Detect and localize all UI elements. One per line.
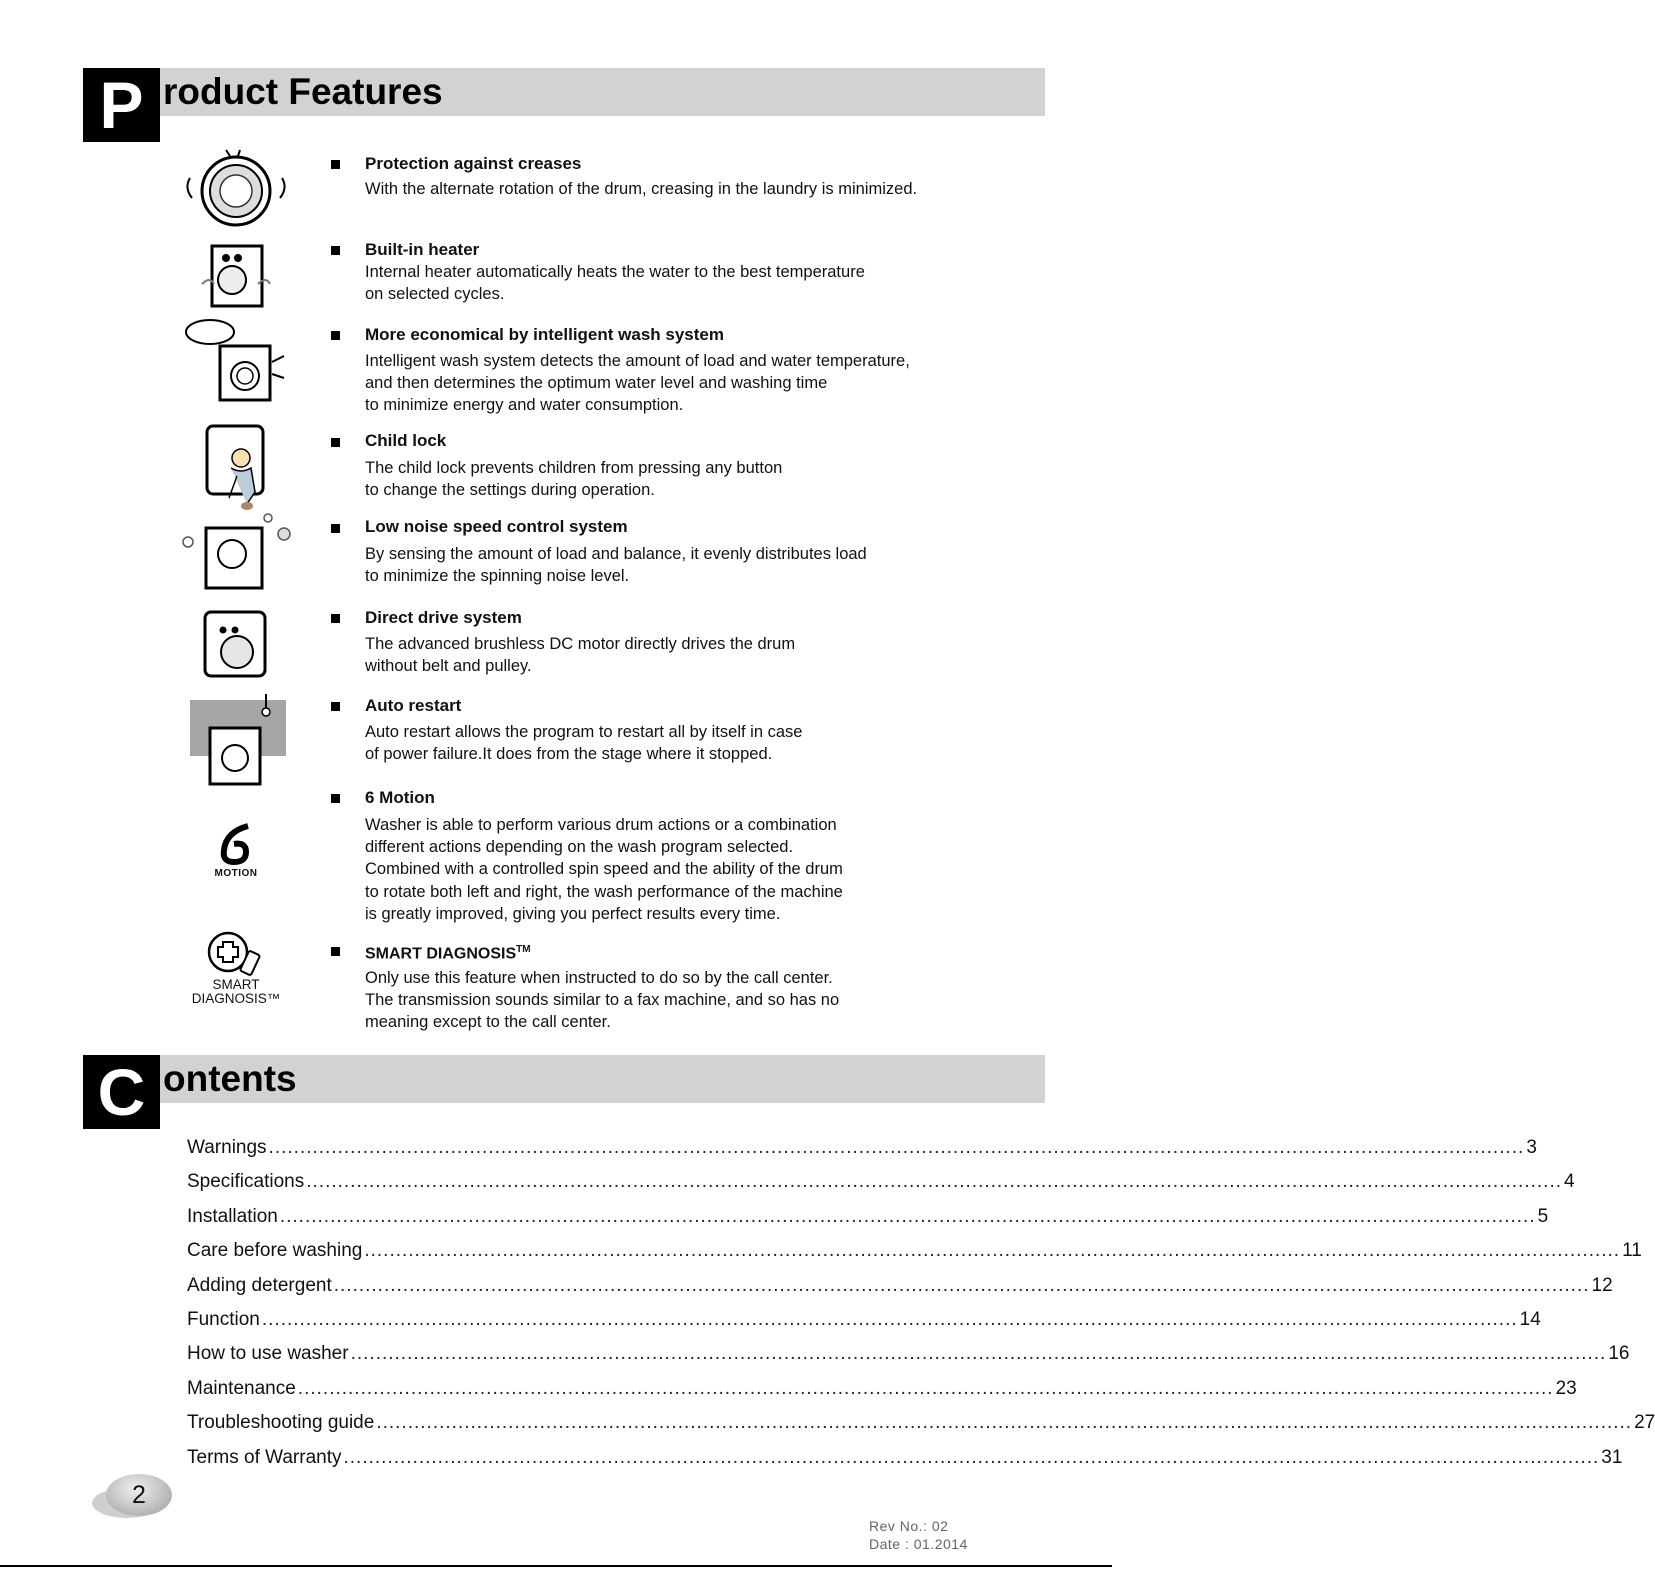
toc-row[interactable] xyxy=(187,1137,1537,1163)
smart-diagnosis-title: SMART DIAGNOSIS xyxy=(365,945,517,963)
toc-leader-dots: ........................................................................................................................................................................................................ xyxy=(343,1446,1600,1468)
feature-description: By sensing the amount of load and balance, it evenly distributes load to minimize the spinning noise level. xyxy=(365,545,867,586)
bullet xyxy=(331,524,340,533)
toc-label: Function xyxy=(187,1309,260,1330)
feature-title: More economical by intelligent wash system xyxy=(365,325,724,344)
toc-leader-dots: ........................................................................................................................................................................................................ xyxy=(279,1205,1536,1227)
toc-leader-dots: ........................................................................................................................................................................................................ xyxy=(350,1343,1607,1365)
toc-leader-dots: ........................................................................................................................................................................................................ xyxy=(364,1240,1621,1262)
toc-row[interactable] xyxy=(187,1205,1549,1232)
feature-title: 6 Motion xyxy=(365,788,435,807)
feature-description: Intelligent wash system detects the amount of load and water temperature, and then determines the optimum water level and washing time to minimize energy and water consumption. xyxy=(365,352,910,415)
toc-row[interactable] xyxy=(187,1446,1623,1473)
feature-title: Low noise speed control system xyxy=(365,517,628,536)
smart-diagnosis-icon xyxy=(180,930,292,1006)
toc-row[interactable] xyxy=(187,1343,1630,1369)
toc-row[interactable] xyxy=(187,1377,1577,1404)
toc-label: Terms of Warranty xyxy=(187,1446,342,1468)
bottom-rule xyxy=(0,1565,1112,1567)
toc-leader-dots: ........................................................................................................................................................................................................ xyxy=(333,1274,1590,1296)
toc-label: Troubleshooting guide xyxy=(187,1412,375,1434)
toc-label: Care before washing xyxy=(187,1240,363,1262)
feature-description: Washer is able to perform various drum actions or a combination different actions depending on the wash program selected. Combined with a controlled spin speed and the ability of the drum to rotate both left and right, the wash performance of the machine is greatly improved, giving you perfect results every time. xyxy=(365,816,843,923)
page-number: 2 xyxy=(106,1474,172,1516)
auto-restart-icon xyxy=(180,694,292,788)
toc-row[interactable] xyxy=(187,1240,1642,1266)
toc-page-number: 12 xyxy=(1591,1274,1613,1296)
toc-label: Specifications xyxy=(187,1171,305,1193)
toc-label: Maintenance xyxy=(187,1377,296,1399)
toc-leader-dots: ........................................................................................................................................................................................................ xyxy=(376,1412,1633,1434)
revision-number: Rev No.: 02 xyxy=(869,1518,949,1534)
toc-row[interactable] xyxy=(187,1274,1613,1301)
contents-header xyxy=(83,1055,1045,1129)
feature-title: Auto restart xyxy=(365,696,462,715)
header-title: ontents xyxy=(163,1058,297,1099)
feature-description: Auto restart allows the program to restart all by itself in case of power failure.It does from the stage where it stopped. xyxy=(365,723,803,764)
feature-title: Built-in heater xyxy=(365,240,480,259)
bullet xyxy=(331,947,340,956)
toc-leader-dots: ........................................................................................................................................................................................................ xyxy=(261,1309,1518,1330)
toc-page-number: 27 xyxy=(1634,1412,1655,1434)
toc-label: Installation xyxy=(187,1205,278,1227)
product-features-header xyxy=(83,68,1045,142)
smart-diagnosis-label-1: SMART xyxy=(212,977,260,992)
toc-page-number: 23 xyxy=(1555,1377,1577,1399)
bullet xyxy=(331,160,340,169)
toc-page-number: 5 xyxy=(1537,1205,1549,1227)
bullet xyxy=(331,614,340,623)
toc-page-number: 11 xyxy=(1622,1240,1642,1262)
feature-description: Internal heater automatically heats the water to the best temperature on selected cycles. xyxy=(365,263,865,304)
bullet xyxy=(331,794,340,803)
header-cap-letter: P xyxy=(83,68,160,142)
feature-description: Only use this feature when instructed to do so by the call center. The transmission sounds similar to a fax machine, and so has no meaning except to the call center. xyxy=(365,969,840,1032)
smart-diagnosis-label-2: DIAGNOSIS™ xyxy=(191,991,281,1006)
toc-row[interactable] xyxy=(187,1171,1575,1197)
child-lock-icon xyxy=(180,420,292,512)
feature-title: Child lock xyxy=(365,431,447,450)
bullet xyxy=(331,331,340,340)
header-cap-letter: C xyxy=(83,1055,160,1129)
six-motion-label: MOTION xyxy=(214,868,258,879)
intelligent-wash-icon xyxy=(180,318,292,404)
toc-leader-dots: ........................................................................................................................................................................................................ xyxy=(297,1377,1554,1399)
toc-page-number: 14 xyxy=(1519,1309,1541,1330)
bullet xyxy=(331,438,340,447)
feature-description: The child lock prevents children from pressing any button to change the settings during operation. xyxy=(365,459,783,500)
six-motion-icon xyxy=(180,822,292,879)
bullet xyxy=(331,702,340,711)
toc-label: How to use washer xyxy=(187,1343,349,1365)
drum-rotation-icon xyxy=(180,148,292,234)
bullet xyxy=(331,246,340,255)
toc-page-number: 4 xyxy=(1564,1171,1575,1193)
toc-page-number: 16 xyxy=(1608,1343,1630,1365)
feature-title: Protection against creases xyxy=(365,154,582,173)
trademark-sup: TM xyxy=(516,944,531,955)
toc-page-number: 3 xyxy=(1526,1137,1537,1158)
toc-page-number: 31 xyxy=(1601,1446,1623,1468)
feature-description: The advanced brushless DC motor directly drives the drum without belt and pulley. xyxy=(365,635,796,676)
toc-row[interactable] xyxy=(187,1309,1541,1335)
toc-label: Adding detergent xyxy=(187,1274,332,1296)
toc-leader-dots: ........................................................................................................................................................................................................ xyxy=(268,1137,1525,1158)
toc-label: Warnings xyxy=(187,1137,267,1158)
feature-description: With the alternate rotation of the drum, creasing in the laundry is minimized. xyxy=(365,180,918,198)
toc-leader-dots: ........................................................................................................................................................................................................ xyxy=(306,1171,1562,1193)
header-title: roduct Features xyxy=(163,71,443,112)
heater-icon xyxy=(180,240,292,312)
revision-date: Date : 01.2014 xyxy=(869,1536,968,1552)
feature-title: Direct drive system xyxy=(365,608,522,627)
direct-drive-icon xyxy=(180,608,292,680)
feature-title xyxy=(365,940,531,964)
toc-row[interactable] xyxy=(187,1412,1655,1438)
low-noise-icon xyxy=(180,512,292,592)
